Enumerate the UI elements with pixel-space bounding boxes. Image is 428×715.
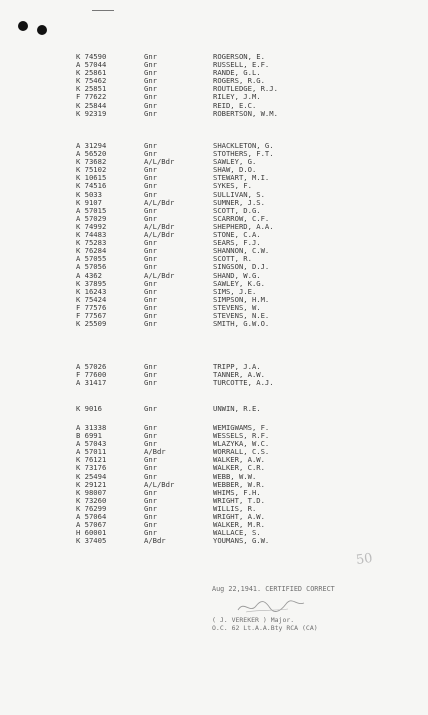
rank: Gnr (144, 370, 157, 380)
service-number: A 57015 (76, 205, 107, 215)
rank: Gnr (144, 495, 157, 505)
soldier-name: REID, E.C. (213, 100, 257, 110)
soldier-name: WRIGHT, A.W. (213, 512, 265, 522)
soldier-name: STEVENS, W. (213, 302, 261, 312)
rank: Gnr (144, 463, 157, 473)
rank: Gnr (144, 423, 157, 432)
soldier-name: ROGERSON, E. (213, 52, 265, 61)
soldier-name: WALLACE, S. (213, 528, 261, 538)
soldier-name: SHEPHERD, A.A. (213, 221, 274, 231)
soldier-name: TANNER, A.W. (213, 370, 265, 380)
rank: Gnr (144, 471, 157, 481)
rank: Gnr (144, 213, 157, 223)
roll-row (0, 537, 428, 545)
soldier-name: SHANNON, C.W. (213, 246, 270, 256)
soldier-name: SYKES, F. (213, 181, 252, 191)
service-number: A 57064 (76, 512, 107, 522)
soldier-name: SCOTT, R. (213, 254, 252, 264)
service-number: F 77600 (76, 370, 107, 380)
service-number: A 31417 (76, 378, 107, 388)
roll-group (0, 405, 428, 413)
service-number: K 76284 (76, 246, 107, 256)
soldier-name: SHAND, W.G. (213, 270, 261, 280)
soldier-name: RUSSELL, E.F. (213, 60, 270, 70)
roll-row (0, 110, 428, 118)
roll-group (0, 424, 428, 545)
punch-hole-left (18, 21, 28, 31)
service-number: K 9107 (76, 197, 102, 207)
soldier-name: WESSELS, R.F. (213, 431, 270, 441)
rank: Gnr (144, 76, 157, 86)
service-number: K 75102 (76, 165, 107, 175)
soldier-name: WLAZYKA, W.C. (213, 439, 270, 449)
soldier-name: STEVENS, N.E. (213, 310, 270, 320)
soldier-name: SUMNER, J.S. (213, 197, 265, 207)
soldier-name: SIMPSON, H.M. (213, 294, 270, 304)
roll-group (0, 53, 428, 118)
certification-officer-name: ( J. VEREKER ) Major. (212, 616, 295, 624)
rank: Gnr (144, 503, 157, 513)
roll-group (0, 142, 428, 328)
service-number: K 75462 (76, 76, 107, 86)
rank: Gnr (144, 302, 157, 312)
rank: Gnr (144, 528, 157, 538)
rank: A/L/Bdr (144, 221, 175, 231)
certification-date-line: Aug 22,1941. CERTIFIED CORRECT (212, 585, 335, 593)
soldier-name: SULLIVAN, S. (213, 189, 265, 199)
soldier-name: WEBBER, W.R. (213, 479, 265, 489)
soldier-name: WALKER, M.R. (213, 520, 265, 530)
roll-row (0, 405, 428, 413)
rank: A/L/Bdr (144, 230, 175, 240)
rank: A/L/Bdr (144, 157, 175, 167)
rank: Gnr (144, 238, 157, 248)
top-mark (92, 10, 114, 11)
roll-group (0, 363, 428, 387)
soldier-name: SAWLEY, K.G. (213, 278, 265, 288)
soldier-name: STONE, C.A. (213, 230, 261, 240)
rank: Gnr (144, 100, 157, 110)
rank: Gnr (144, 431, 157, 441)
service-number: A 31294 (76, 141, 107, 150)
rank: Gnr (144, 84, 157, 94)
service-number: K 25851 (76, 84, 107, 94)
rank: Gnr (144, 310, 157, 320)
soldier-name: WEBB, W.W. (213, 471, 257, 481)
rank: Gnr (144, 254, 157, 264)
service-number: F 77576 (76, 302, 107, 312)
service-number: K 75424 (76, 294, 107, 304)
service-number: A 57067 (76, 520, 107, 530)
rank: Gnr (144, 173, 157, 183)
soldier-name: SMITH, G.W.O. (213, 319, 270, 329)
roll-row (0, 379, 428, 387)
service-number: K 25861 (76, 68, 107, 78)
rank: Gnr (144, 512, 157, 522)
rank: Gnr (144, 439, 157, 449)
rank: Gnr (144, 52, 157, 61)
soldier-name: SAWLEY, G. (213, 157, 257, 167)
service-number: A 57055 (76, 254, 107, 264)
service-number: K 73176 (76, 463, 107, 473)
soldier-name: WALKER, A.W. (213, 455, 265, 465)
soldier-name: SINGSON, D.J. (213, 262, 270, 272)
service-number: K 74992 (76, 221, 107, 231)
service-number: F 77567 (76, 310, 107, 320)
soldier-name: UNWIN, R.E. (213, 404, 261, 413)
rank: Gnr (144, 165, 157, 175)
soldier-name: WALKER, C.R. (213, 463, 265, 473)
service-number: K 74516 (76, 181, 107, 191)
service-number: K 37405 (76, 536, 107, 546)
soldier-name: TRIPP, J.A. (213, 362, 261, 371)
rank: Gnr (144, 141, 157, 150)
service-number: A 4362 (76, 270, 102, 280)
rank: Gnr (144, 246, 157, 256)
service-number: K 25509 (76, 319, 107, 329)
rank: Gnr (144, 294, 157, 304)
rank: Gnr (144, 108, 157, 118)
rank: Gnr (144, 319, 157, 329)
soldier-name: STEWART, M.I. (213, 173, 270, 183)
service-number: K 76299 (76, 503, 107, 513)
service-number: K 25844 (76, 100, 107, 110)
soldier-name: YOUMANS, G.W. (213, 536, 270, 546)
soldier-name: SHAW, D.O. (213, 165, 257, 175)
soldier-name: WRIGHT, T.D. (213, 495, 265, 505)
service-number: K 29121 (76, 479, 107, 489)
soldier-name: ROUTLEDGE, R.J. (213, 84, 278, 94)
soldier-name: STOTHERS, F.T. (213, 149, 274, 159)
service-number: K 76121 (76, 455, 107, 465)
soldier-name: TURCOTTE, A.J. (213, 378, 274, 388)
rank: Gnr (144, 149, 157, 159)
soldier-name: ROGERS, R.G. (213, 76, 265, 86)
rank: Gnr (144, 60, 157, 70)
rank: Gnr (144, 487, 157, 497)
rank: A/L/Bdr (144, 197, 175, 207)
soldier-name: RILEY, J.M. (213, 92, 261, 102)
rank: Gnr (144, 404, 157, 413)
handwritten-note: 50 (355, 550, 374, 569)
service-number: H 60001 (76, 528, 107, 538)
soldier-name: WEMIGWAMS, F. (213, 423, 270, 432)
rank: Gnr (144, 189, 157, 199)
certification-officer-unit: O.C. 62 Lt.A.A.Bty RCA (CA) (212, 624, 318, 632)
service-number: A 57029 (76, 213, 107, 223)
service-number: A 57044 (76, 60, 107, 70)
rank: Gnr (144, 205, 157, 215)
soldier-name: SEARS, F.J. (213, 238, 261, 248)
service-number: K 25494 (76, 471, 107, 481)
soldier-name: ROBERTSON, W.M. (213, 108, 278, 118)
soldier-name: SCARROW, C.F. (213, 213, 270, 223)
roll-row (0, 320, 428, 328)
service-number: K 37895 (76, 278, 107, 288)
service-number: K 73260 (76, 495, 107, 505)
service-number: K 73682 (76, 157, 107, 167)
service-number: A 57011 (76, 447, 107, 457)
service-number: A 31338 (76, 423, 107, 432)
service-number: A 57026 (76, 362, 107, 371)
rank: Gnr (144, 455, 157, 465)
service-number: K 74483 (76, 230, 107, 240)
rank: Gnr (144, 92, 157, 102)
rank: Gnr (144, 181, 157, 191)
certification-officer (212, 616, 318, 632)
service-number: K 16243 (76, 286, 107, 296)
service-number: A 57043 (76, 439, 107, 449)
rank: Gnr (144, 286, 157, 296)
service-number: K 75283 (76, 238, 107, 248)
rank: Gnr (144, 362, 157, 371)
soldier-name: SCOTT, D.G. (213, 205, 261, 215)
service-number: B 6991 (76, 431, 102, 441)
service-number: K 5033 (76, 189, 102, 199)
rank: A/Bdr (144, 447, 166, 457)
service-number: K 74590 (76, 52, 107, 61)
rank: A/Bdr (144, 536, 166, 546)
soldier-name: SHACKLETON, G. (213, 141, 274, 150)
soldier-name: WHIMS, F.H. (213, 487, 261, 497)
rank: Gnr (144, 278, 157, 288)
service-number: F 77622 (76, 92, 107, 102)
punch-hole-right (37, 25, 47, 35)
service-number: K 92319 (76, 108, 107, 118)
signature-scribble (236, 598, 306, 616)
service-number: A 57056 (76, 262, 107, 272)
rank: A/L/Bdr (144, 479, 175, 489)
service-number: K 98007 (76, 487, 107, 497)
rank: Gnr (144, 378, 157, 388)
soldier-name: WORRALL, C.S. (213, 447, 270, 457)
service-number: A 56520 (76, 149, 107, 159)
rank: Gnr (144, 262, 157, 272)
service-number: K 10615 (76, 173, 107, 183)
rank: A/L/Bdr (144, 270, 175, 280)
soldier-name: RANDE, G.L. (213, 68, 261, 78)
soldier-name: WILLIS, R. (213, 503, 257, 513)
service-number: K 9016 (76, 404, 102, 413)
soldier-name: SIMS, J.E. (213, 286, 257, 296)
rank: Gnr (144, 520, 157, 530)
rank: Gnr (144, 68, 157, 78)
